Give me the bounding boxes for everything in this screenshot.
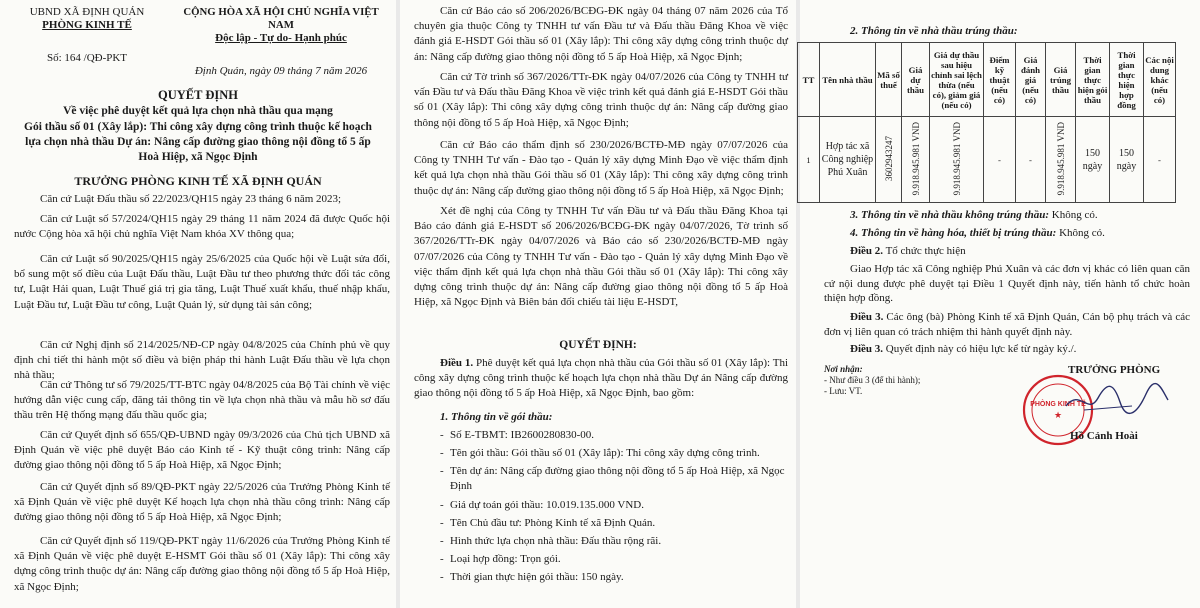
proposal-paragraph: Xét đề nghị của Công ty TNHH Tư vấn Đầu tư và Đấu thầu Đăng Khoa tại Báo cáo đánh giá E-HSDT số 206/2026/BCĐG-ĐK ngày 04/07/2026, Tờ trình số 367/2026/TTr-ĐK ngày 04/07/2026 và Báo cáo số 230/2026/BCTĐ-MĐ ngày 07/07/2026 của Công ty TNHH Tư vấn - Đào tạo - Quản lý xây dựng Minh Đạo về việc thẩm định kết quả lựa chọn nhà thầu Gói thầu số 01 (Xây lắp): Thi công xây dựng công trình thuộc dự án: Nâng cấp đường giao thông nội đồng tổ 5 ấp Hoà Hiệp, xã Ngọc Định và Biên bản đối chiếu tài liệu E-HSDT, xyxy=(414,205,788,309)
col-header: Mã số thuế xyxy=(876,43,902,117)
col-header: Giá đánh giá (nếu có) xyxy=(1016,43,1046,117)
table-cell: 150 ngày xyxy=(1110,117,1144,203)
document-page-1 xyxy=(0,0,396,608)
col-header: Giá dự thầu xyxy=(902,43,930,117)
svg-text:★: ★ xyxy=(1053,410,1063,420)
list-item: - Tên dự án: Nâng cấp đường giao thông nội đồng tổ 5 ấp Hoà Hiệp, xã Ngọc Định xyxy=(440,465,785,492)
document-page-2 xyxy=(400,0,796,608)
authority-line-2: PHÒNG KINH TẾ xyxy=(42,19,132,31)
col-header: Thời gian thực hiện hợp đồng xyxy=(1110,43,1144,117)
legal-basis-7: Căn cứ Quyết định số 89/QĐ-PKT ngày 22/5/2026 của Trưởng Phòng Kinh tế xã Định Quán về việc phê duyệt Kế hoạch lựa chọn nhà thầu công trình: Nâng cấp đường giao thông nội đồng tổ 5 ấp Hoà Hiệp, xã Ngọc Định; xyxy=(14,481,390,524)
doc-number: Số: 164 /QĐ-PKT xyxy=(46,52,128,64)
col-header: Giá dự thầu sau hiệu chỉnh sai lệch thừa (nếu có), giảm giá (nếu có) xyxy=(930,43,984,117)
handwritten-signature xyxy=(1062,376,1172,426)
subject-line-2: Gói thầu số 01 (Xây lắp): Thi công xây dựng công trình thuộc kế hoạch lựa chọn nhà thầu Dự án: Nâng cấp đường giao thông nội đồng tổ 5 ấp Hoà Hiệp, xã Ngọc Định xyxy=(24,121,372,164)
motto: Độc lập - Tự do- Hạnh phúc xyxy=(215,32,347,44)
section-1-heading: 1. Thông tin về gói thầu: xyxy=(440,411,553,423)
legal-basis-1: Căn cứ Luật Đấu thầu số 22/2023/QH15 ngày 23 tháng 6 năm 2023; xyxy=(40,193,342,205)
table-cell: 9.918.945.981 VND xyxy=(902,117,930,203)
col-header: Giá trúng thầu xyxy=(1046,43,1076,117)
issuer-title: TRƯỞNG PHÒNG KINH TẾ XÃ ĐỊNH QUÁN xyxy=(74,174,322,188)
table-cell: 9.918.945.981 VND xyxy=(1046,117,1076,203)
list-item: - Tên gói thầu: Gói thầu số 01 (Xây lắp): Thi công xây dựng công trình. xyxy=(440,447,760,459)
article-2-body: Giao Hợp tác xã Công nghiệp Phú Xuân và các đơn vị khác có liên quan căn cứ nội dung được phê duyệt tại Điều 1 Quyết định này, tiến hành tổ chức hoàn thiện hợp đồng. xyxy=(824,263,1190,304)
article-3-body: Điều 3. Các ông (bà) Phòng Kinh tế xã Định Quán, Cán bộ phụ trách và các đơn vị liên quan có trách nhiệm thi hành quyết định này. xyxy=(824,311,1191,338)
table-cell: 150 ngày xyxy=(1076,117,1110,203)
table-header-row xyxy=(798,43,1176,117)
legal-basis-3: Căn cứ Luật số 90/2025/QH15 ngày 25/6/2025 của Quốc hội về Luật sửa đổi, bổ sung một số điều của Luật Đấu thầu, Luật Đầu tư theo phương thức đối tác công tư, Luật Hải quan, Luật Thuế giá trị gia tăng, Luật Thuế xuất khẩu, thuế nhập khẩu, Luật Đầu tư, Luật Đầu tư công, Luật Quản lý, sử dụng tài sản công; xyxy=(14,253,390,311)
list-item: - Số E-TBMT: IB2600280830-00. xyxy=(440,429,594,441)
recipient-item: - Lưu: VT. xyxy=(824,386,863,396)
authority-block xyxy=(12,6,162,65)
article-1-text: Phê duyệt kết quả lựa chọn nhà thầu của Gói thầu số 01 (Xây lắp): Thi công xây dựng công trình thuộc kế hoạch lựa chọn nhà thầu Dự án Nâng cấp đường giao thông nội đồng tổ 5 ấp Hoà Hiệp, xã Ngọc Định, bao gồm: xyxy=(414,357,789,400)
article-1-label: Điều 1. xyxy=(440,357,474,369)
legal-basis-4: Căn cứ Nghị định số 214/2025/NĐ-CP ngày 04/8/2025 của Chính phủ về quy định chi tiết thi hành một số điều và biện pháp thi hành Luật Đấu thầu về lựa chọn nhà thầu; xyxy=(14,339,390,382)
stamp-label: PHÒNG KINH TẾ xyxy=(1030,401,1086,408)
table-cell: - xyxy=(984,117,1016,203)
subject-line-1: Về việc phê duyệt kết quả lựa chọn nhà thầu qua mạng xyxy=(63,105,333,117)
national-heading xyxy=(170,6,392,78)
signer-title: TRƯỞNG PHÒNG xyxy=(1068,364,1161,376)
table-cell: 9.918.945.981 VND xyxy=(930,117,984,203)
section-3: 3. Thông tin về nhà thầu không trúng thầu: Không có. xyxy=(850,209,1098,221)
list-item: - Thời gian thực hiện gói thầu: 150 ngày. xyxy=(440,571,624,583)
table-cell: - xyxy=(1016,117,1046,203)
col-header: TT xyxy=(798,43,820,117)
package-info-list xyxy=(440,428,788,588)
document-type: QUYẾT ĐỊNH xyxy=(158,88,238,102)
legal-basis-5: Căn cứ Thông tư số 79/2025/TT-BTC ngày 04/8/2025 của Bộ Tài chính về việc hướng dẫn việc cung cấp, đăng tải thông tin về lựa chọn nhà thầu và mẫu hồ sơ đấu thầu trên Hệ thống mạng đấu thầu quốc gia; xyxy=(14,379,390,422)
col-header: Tên nhà thầu xyxy=(820,43,876,117)
section-4: 4. Thông tin về hàng hóa, thiết bị trúng thầu: Không có. xyxy=(850,227,1105,239)
table-row xyxy=(798,117,1176,203)
recipients-block xyxy=(824,364,920,397)
recipient-item: - Như điều 3 (để thi hành); xyxy=(824,375,921,385)
authority-line-1: UBND XÃ ĐỊNH QUÁN xyxy=(29,6,145,18)
col-header: Điểm kỹ thuật (nếu có) xyxy=(984,43,1016,117)
article-2: Điều 2. Tổ chức thực hiện xyxy=(850,245,966,257)
table-cell: 3602943247 xyxy=(876,117,902,203)
list-item: - Tên Chủ đầu tư: Phòng Kinh tế xã Định Quán. xyxy=(440,517,656,529)
col-header: Thời gian thực hiện gói thầu xyxy=(1076,43,1110,117)
col-header: Các nội dung khác (nếu có) xyxy=(1144,43,1176,117)
table-cell: - xyxy=(1144,117,1176,203)
issue-date: Định Quán, ngày 09 tháng 7 năm 2026 xyxy=(194,65,368,77)
list-item: - Hình thức lựa chọn nhà thầu: Đấu thầu rộng rãi. xyxy=(440,535,662,547)
list-item: - Loại hợp đồng: Trọn gói. xyxy=(440,553,561,565)
table-cell: 1 xyxy=(798,117,820,203)
list-item: - Giá dự toán gói thầu: 10.019.135.000 VND. xyxy=(440,499,644,511)
nation-name: CỘNG HÒA XÃ HỘI CHỦ NGHĨA VIỆT NAM xyxy=(183,6,379,31)
legal-basis-2: Căn cứ Luật số 57/2024/QH15 ngày 29 tháng 11 năm 2024 đã được Quốc hội nước Cộng hòa xã hội chủ nghĩa Việt Nam khóa XV thông qua; xyxy=(14,213,390,241)
basis-submission-367: Căn cứ Tờ trình số 367/2026/TTr-ĐK ngày 04/07/2026 của Công ty TNHH tư vấn Đầu tư và Đấu thầu Đăng Khoa về việc trình kết quả đánh giá E-HSDT Gói thầu số 01 (Xây lắp): Thi công xây dựng công trình thuộc dự án: Nâng cấp đường giao thông nội đồng tổ 5 ấp Hoà Hiệp, xã Ngọc Định; xyxy=(414,71,788,129)
decision-heading: QUYẾT ĐỊNH: xyxy=(559,339,637,351)
winning-bidder-table xyxy=(797,42,1176,203)
recipients-heading: Nơi nhận: xyxy=(824,364,863,374)
legal-basis-8: Căn cứ Quyết định số 119/QĐ-PKT ngày 11/6/2026 của Trưởng Phòng Kinh tế xã Định Quán về việc phê duyệt E-HSMT Gói thầu số 01 (Xây lắp): Thi công xây dựng công trình thuộc dự án: Nâng cấp đường giao thông nội đồng tổ 5 ấp Hoà Hiệp, xã Ngọc Định; xyxy=(14,535,390,593)
article-effect: Điều 3. Quyết định này có hiệu lực kể từ ngày ký./. xyxy=(850,343,1077,355)
basis-report-206: Căn cứ Báo cáo số 206/2026/BCĐG-ĐK ngày 04 tháng 07 năm 2026 của Tổ chuyên gia thuộc Công ty TNHH tư vấn Đầu tư và Đấu thầu Đăng Khoa về việc đánh giá E-HSDT Gói thầu số 01 (Xây lắp): Thi công xây dựng công trình thuộc dự án: Nâng cấp đường giao thông nội đồng tổ 5 ấp Hoà Hiệp, xã Ngọc Định; xyxy=(414,5,788,63)
basis-appraisal-230: Căn cứ Báo cáo thẩm định số 230/2026/BCTĐ-MĐ ngày 07/07/2026 của Công ty TNHH Tư vấn - Đào tạo - Quản lý xây dựng Minh Đạo về việc thẩm định kết quả lựa chọn nhà thầu Gói thầu số 01 (Xây lắp): Thi công xây dựng công trình thuộc dự án: Nâng cấp đường giao thông nội đồng tổ 5 ấp Hoà Hiệp, xã Ngọc Định; xyxy=(414,139,788,197)
legal-basis-6: Căn cứ Quyết định số 655/QĐ-UBND ngày 09/3/2026 của Chủ tịch UBND xã Định Quán về việc phê duyệt Báo cáo Kinh tế - Kỹ thuật công trình: Nâng cấp đường giao thông nội đồng tổ 5 ấp Hoà Hiệp, xã Ngọc Định; xyxy=(14,429,390,472)
page-3-lower xyxy=(800,204,1200,608)
signer-name: Hồ Cảnh Hoài xyxy=(1070,430,1138,442)
article-1 xyxy=(414,356,788,402)
table-cell: Hợp tác xã Công nghiệp Phú Xuân xyxy=(820,117,876,203)
section-2-heading: 2. Thông tin về nhà thầu trúng thầu: xyxy=(850,25,1018,37)
